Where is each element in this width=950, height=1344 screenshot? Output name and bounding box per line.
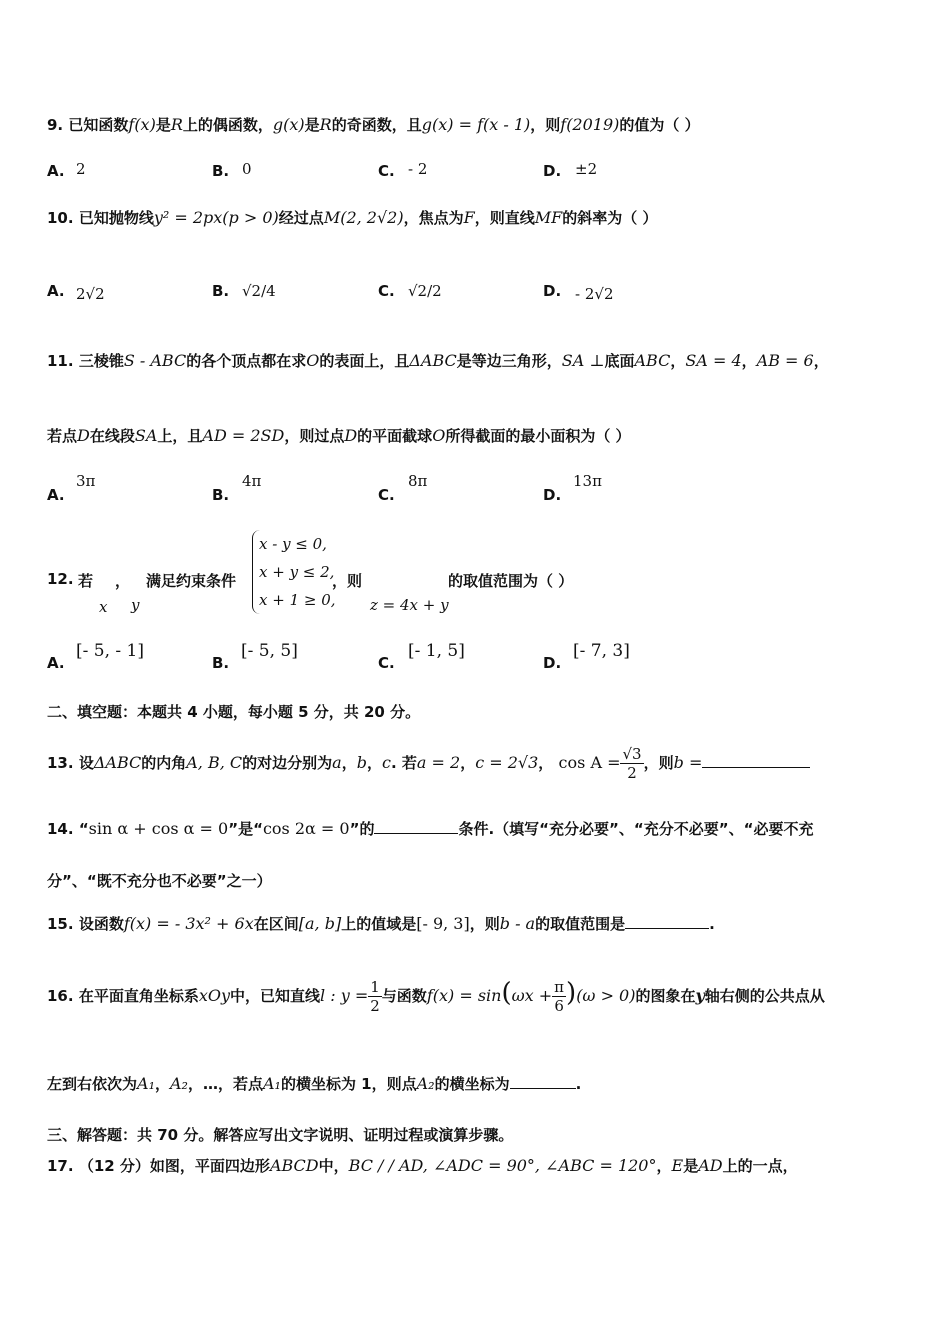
q11-number: 11. [47, 352, 74, 370]
section-3-heading: 三、解答题：共 70 分。解答应写出文字说明、证明过程或演算步骤。 [47, 1126, 514, 1144]
option-c-value: [- 1, 5] [408, 641, 465, 661]
option-a-label: A. [47, 282, 65, 300]
q16-number: 16. [47, 987, 74, 1005]
option-a-value: 2√2 [76, 285, 105, 303]
option-c-value: 8π [408, 472, 428, 490]
option-a-value: [- 5, - 1] [76, 641, 144, 661]
question-16-line1: 16. 在平面直角坐标系xOy中，已知直线l : y = $\frac{1}{2}$ 与函数f(x) = sin(ωx + $\frac{\pi}{6}$ )(ω > 0)的图象在y轴右侧的公共点从 [47, 978, 825, 1015]
question-17: 17. （12 分）如图，平面四边形ABCD中，BC / / AD, ∠ADC = 90°, ∠ABC = 120°，E是AD上的一点， [47, 1156, 798, 1175]
option-b-value: 4π [242, 472, 262, 490]
option-d-value: 13π [573, 472, 602, 490]
question-9: 9. 已知函数f(x)是R上的偶函数，g(x)是R的奇函数，且g(x) = f(x - 1)，则f(2019)的值为（ ） [47, 115, 700, 134]
option-b-label: B. [212, 162, 230, 180]
q9-number: 9. [47, 116, 64, 134]
option-d-label: D. [543, 486, 562, 504]
q15-number: 15. [47, 915, 74, 933]
answer-blank[interactable] [625, 914, 709, 929]
answer-blank[interactable] [702, 753, 810, 768]
q14-number: 14. [47, 820, 74, 838]
option-a-label: A. [47, 162, 65, 180]
option-c-value: - 2 [408, 160, 428, 178]
option-d-value: [- 7, 3] [573, 641, 630, 661]
constraint-system: x - y ≤ 0, x + y ≤ 2, x + 1 ≥ 0, [252, 530, 336, 614]
question-10: 10. 已知抛物线y² = 2px(p > 0)经过点M(2, 2√2)，焦点为F，则直线MF的斜率为（ ） [47, 208, 658, 227]
cos-fraction: $\frac{√3}{2}$ [622, 745, 642, 782]
option-a-value: 3π [76, 472, 96, 490]
option-b-label: B. [212, 486, 230, 504]
question-16-line2: 左到右依次为A₁，A₂，…，若点A₁的横坐标为 1，则点A₂的横坐标为 . [47, 1074, 582, 1093]
section-2-heading: 二、填空题：本题共 4 小题，每小题 5 分，共 20 分。 [47, 703, 421, 721]
option-c-label: C. [378, 282, 395, 300]
option-c-value: √2/2 [408, 282, 442, 300]
option-c-label: C. [378, 486, 395, 504]
option-b-label: B. [212, 654, 230, 672]
option-d-label: D. [543, 162, 562, 180]
option-c-label: C. [378, 162, 395, 180]
question-14-line2: 分”、“既不充分也不必要”之一） [47, 872, 272, 890]
question-14-line1: 14. “sin α + cos α = 0”是“cos 2α = 0”的 条件.（填写“充分必要”、“充分不必要”、“必要不充 [47, 819, 814, 838]
q13-number: 13. [47, 754, 74, 772]
option-d-value: - 2√2 [575, 285, 614, 303]
question-11-line2: 若点D在线段SA上，且AD = 2SD，则过点D的平面截球O所得截面的最小面积为（ ） [47, 426, 631, 445]
option-b-value: [- 5, 5] [241, 641, 298, 661]
pi-fraction: $\frac{\pi}{6}$ [554, 978, 565, 1015]
option-d-value: ±2 [575, 160, 598, 178]
option-b-value: √2/4 [242, 282, 276, 300]
option-d-label: D. [543, 282, 562, 300]
option-b-value: 0 [242, 160, 252, 178]
option-d-label: D. [543, 654, 562, 672]
option-b-label: B. [212, 282, 230, 300]
option-a-label: A. [47, 654, 65, 672]
q17-number: 17. [47, 1157, 74, 1175]
half-fraction: $\frac{1}{2}$ [370, 978, 380, 1015]
answer-blank[interactable] [510, 1074, 576, 1089]
question-13: 13. 设ΔABC的内角A, B, C的对边分别为a，b，c. 若a = 2，c = 2√3， cos A = $\frac{√3}{2}$ ，则b = [47, 745, 810, 782]
option-a-value: 2 [76, 160, 86, 178]
q12-number: 12. [47, 570, 74, 588]
question-11-line1: 11. 三棱锥S - ABC的各个顶点都在求O的表面上，且ΔABC是等边三角形，SA ⊥底面ABC，SA = 4，AB = 6， [47, 351, 829, 370]
question-15: 15. 设函数f(x) = - 3x² + 6x在区间[a, b]上的值域是[- 9, 3]，则b - a的取值范围是 . [47, 914, 715, 933]
option-a-label: A. [47, 486, 65, 504]
q10-number: 10. [47, 209, 74, 227]
option-c-label: C. [378, 654, 395, 672]
answer-blank[interactable] [374, 819, 458, 834]
